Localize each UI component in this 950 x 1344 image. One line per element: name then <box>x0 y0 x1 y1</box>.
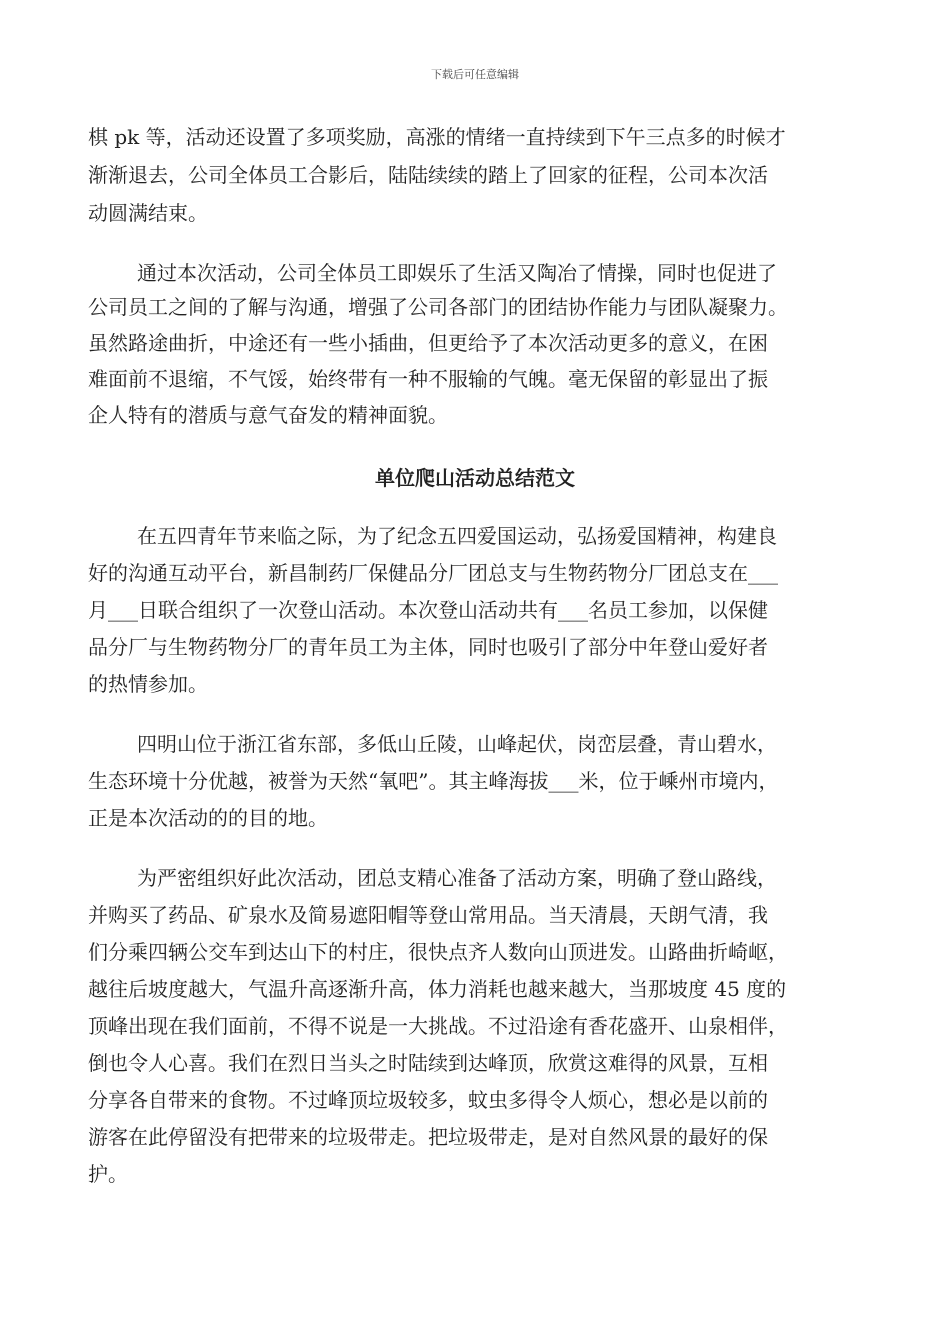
paragraph-line: 生态环境十分优越，被誉为天然“氧吧”。其主峰海拔___米，位于嵊州市境内， <box>88 769 779 793</box>
paragraph-line: 难面前不退缩，不气馁，始终带有一种不服输的气魄。毫无保留的彰显出了振 <box>88 367 768 391</box>
paragraph-line: 四明山位于浙江省东部，多低山丘陵，山峰起伏，岗峦层叠，青山碧水， <box>137 732 777 756</box>
paragraph-line: 月___日联合组织了一次登山活动。本次登山活动共有___名员工参加，以保健 <box>88 598 768 622</box>
paragraph-line: 渐渐退去，公司全体员工合影后，陆陆续续的踏上了回家的征程，公司本次活 <box>88 163 768 187</box>
paragraph-line: 顶峰出现在我们面前，不得不说是一大挑战。不过沿途有香花盛开、山泉相伴， <box>88 1014 788 1038</box>
paragraph-line: 倒也令人心喜。我们在烈日当头之时陆续到达峰顶，欣赏这难得的风景，互相 <box>88 1051 768 1075</box>
paragraph-line: 在五四青年节来临之际，为了纪念五四爱国运动，弘扬爱国精神，构建良 <box>137 524 777 548</box>
paragraph-line: 越往后坡度越大，气温升高逐渐升高，体力消耗也越来越大，当那坡度 45 度的 <box>88 977 787 1001</box>
paragraph-line: 企人特有的潜质与意气奋发的精神面貌。 <box>88 403 448 427</box>
header-note: 下载后可任意编辑 <box>431 68 519 81</box>
paragraph-line: 护。 <box>88 1162 128 1186</box>
paragraph-line: 公司员工之间的了解与沟通，增强了公司各部门的团结协作能力与团队凝聚力。 <box>88 295 788 319</box>
paragraph-line: 棋 pk 等，活动还设置了多项奖励，高涨的情绪一直持续到下午三点多的时候才 <box>88 125 786 149</box>
paragraph-line: 的热情参加。 <box>88 672 208 696</box>
section-title: 单位爬山活动总结范文 <box>375 466 575 490</box>
paragraph-line: 分享各自带来的食物。不过峰顶垃圾较多，蚊虫多得令人烦心，想必是以前的 <box>88 1088 768 1112</box>
paragraph-line: 并购买了药品、矿泉水及简易遮阳帽等登山常用品。当天清晨，天朗气清，我 <box>88 903 768 927</box>
paragraph-line: 好的沟通互动平台，新昌制药厂保健品分厂团总支与生物药物分厂团总支在___ <box>88 561 778 585</box>
paragraph-line: 游客在此停留没有把带来的垃圾带走。把垃圾带走，是对自然风景的最好的保 <box>88 1125 768 1149</box>
paragraph-line: 通过本次活动，公司全体员工即娱乐了生活又陶冶了情操，同时也促进了 <box>137 261 777 285</box>
paragraph-line: 们分乘四辆公交车到达山下的村庄，很快点齐人数向山顶进发。山路曲折崎岖， <box>88 940 788 964</box>
paragraph-line: 品分厂与生物药物分厂的青年员工为主体，同时也吸引了部分中年登山爱好者 <box>88 635 768 659</box>
paragraph-line: 动圆满结束。 <box>88 201 208 225</box>
paragraph-line: 正是本次活动的的目的地。 <box>88 806 328 830</box>
paragraph-line: 虽然路途曲折，中途还有一些小插曲，但更给予了本次活动更多的意义，在困 <box>88 331 768 355</box>
paragraph-line: 为严密组织好此次活动，团总支精心准备了活动方案，明确了登山路线， <box>137 866 777 890</box>
